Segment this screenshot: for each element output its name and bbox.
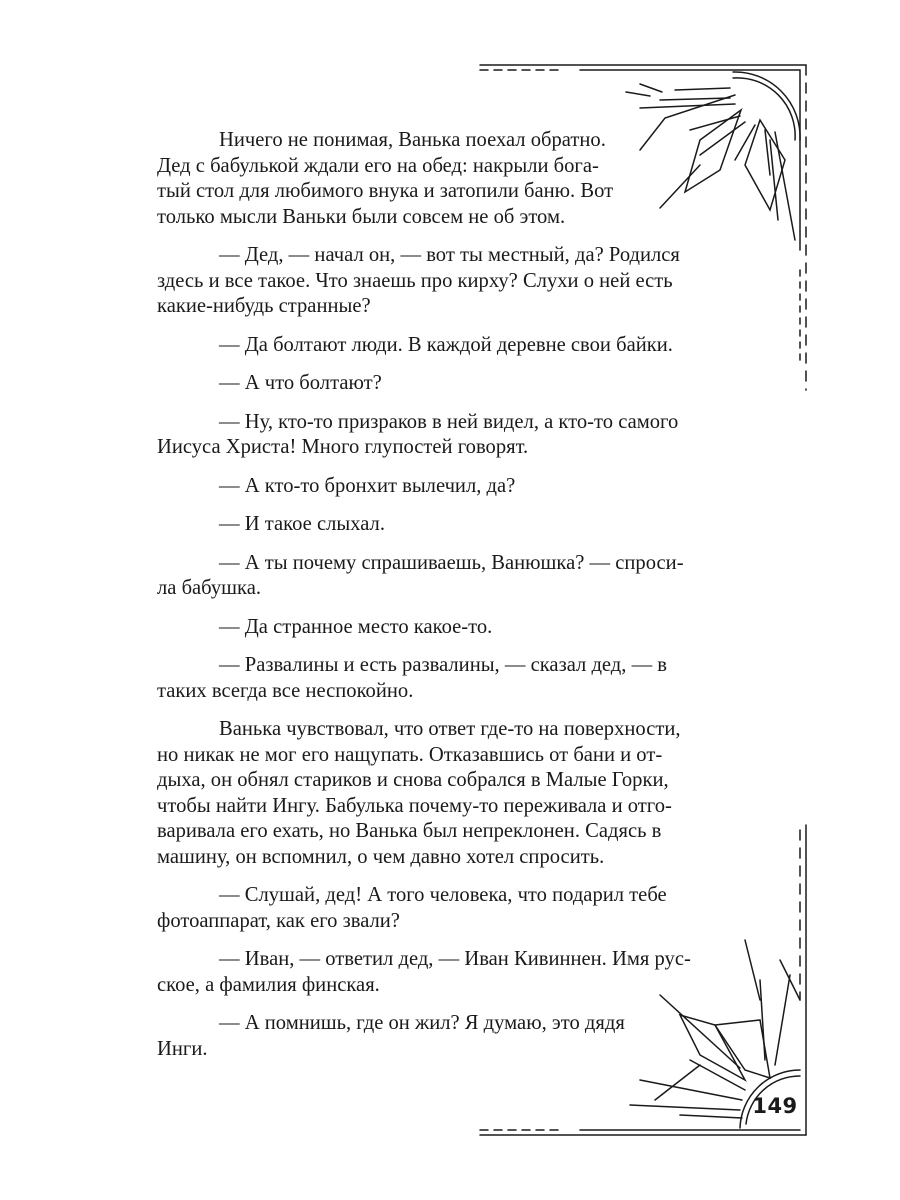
text-line: — Ну, кто-то призраков в ней видел, а кто-то самого — [219, 410, 679, 433]
text-line: Иисуса Христа! Много глупостей говорят. — [157, 436, 529, 458]
paragraph — [157, 551, 720, 602]
paragraph — [157, 947, 720, 998]
text-line: — А ты почему спрашиваешь, Ванюшка? — спроси- — [219, 551, 684, 574]
text-line: — Дед, — начал он, — вот ты местный, да? Родился — [219, 244, 680, 266]
text-line: ское, а фамилия финская. — [157, 973, 380, 996]
paragraph — [157, 1011, 720, 1062]
text-line: — Да болтают люди. В каждой деревне свои байки. — [219, 333, 673, 356]
text-line: машину, он вспомнил, о чем давно хотел спросить. — [157, 845, 605, 868]
text-line: — Иван, — ответил дед, — Иван Кивиннен. Имя рус- — [219, 948, 691, 970]
text-line: фотоаппарат, как его звали? — [157, 909, 400, 932]
text-line: чтобы найти Ингу. Бабулька почему-то переживала и отго- — [157, 794, 672, 817]
paragraph — [157, 717, 720, 870]
text-line: какие-нибудь странные? — [157, 295, 371, 317]
paragraph — [157, 883, 720, 934]
text-line: ла бабушка. — [157, 577, 262, 599]
text-line: тый стол для любимого внука и затопили баню. Вот — [157, 180, 614, 202]
text-line: — Да странное место какое-то. — [219, 615, 493, 638]
text-line: таких всегда все неспокойно. — [157, 679, 414, 702]
paragraph — [157, 371, 720, 397]
text-line: — А кто-то бронхит вылечил, да? — [219, 474, 516, 497]
text-line: — А помнишь, где он жил? Я думаю, это дядя — [219, 1012, 625, 1034]
paragraph — [157, 243, 720, 320]
paragraph — [157, 512, 720, 538]
text-line: — А что болтают? — [219, 372, 382, 394]
text-line: дыха, он обнял стариков и снова собрался в Малые Горки, — [157, 769, 669, 791]
paragraph — [157, 128, 720, 230]
text-line: варивала его ехать, но Ванька был непреклонен. Садясь в — [157, 820, 662, 842]
body-text — [157, 128, 720, 1075]
text-line: только мысли Ваньки были совсем не об этом. — [157, 205, 566, 228]
text-line: Ничего не понимая, Ванька поехал обратно. — [219, 129, 606, 151]
text-line: Инги. — [157, 1037, 208, 1060]
text-line: но никак не мог его нащупать. Отказавшись от бани и от- — [157, 743, 663, 766]
text-line: — И такое слыхал. — [219, 513, 385, 535]
text-line: Дед с бабулькой ждали его на обед: накрыли бога- — [157, 154, 599, 177]
paragraph — [157, 333, 720, 359]
paragraph — [157, 653, 720, 704]
paragraph — [157, 410, 720, 461]
text-line: Ванька чувствовал, что ответ где-то на поверхности, — [219, 718, 681, 740]
paragraph — [157, 615, 720, 641]
text-line: здесь и все такое. Что знаешь про кирху? Слухи о ней есть — [157, 269, 673, 292]
paragraph — [157, 474, 720, 500]
text-line: — Слушай, дед! А того человека, что подарил тебе — [219, 884, 667, 906]
text-line: — Развалины и есть развалины, — сказал дед, — в — [219, 654, 668, 676]
page-number: 149 — [752, 1094, 798, 1118]
